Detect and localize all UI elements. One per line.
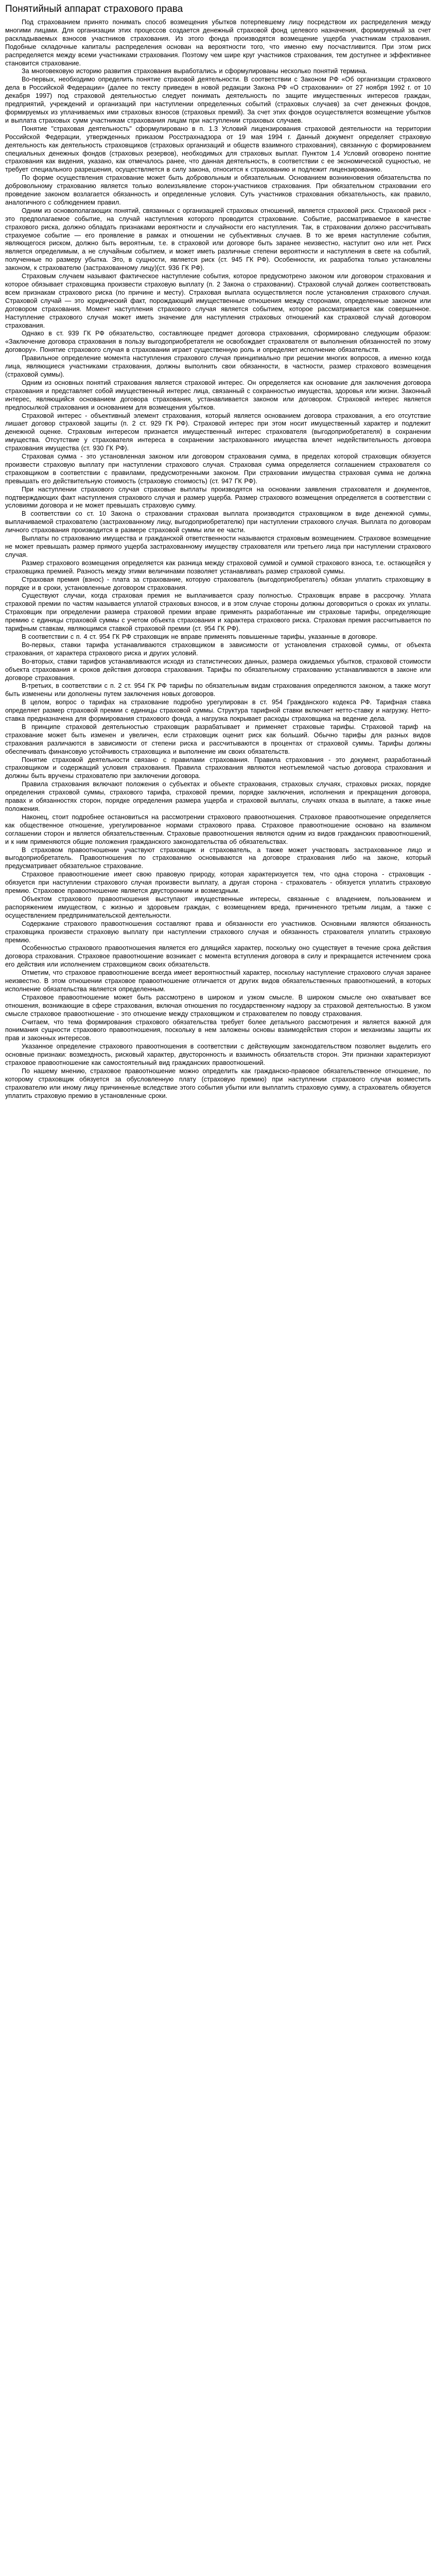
paragraph: Во-первых, ставки тарифа устанавливаются страховщиком в зависимости от установления страховой суммы, от объекта страхования, от характера страхового риска и других условий. bbox=[5, 641, 431, 657]
paragraph: Правила страхования включают положения о субъектах и объекте страхования, страховых случаях, страховых рисках, порядке определения страховой суммы, страхового тарифа, страховой премии, порядке заключения, исполнения и прекращения договора, правах и обязанностях сторон, порядке определения размера ущерба и страховой выплаты, случаях отказа в выплате, а также иные положения. bbox=[5, 781, 431, 812]
paragraph: Понятие страховой деятельности связано с правилами страхования. Правила страхования - это документ, разработанный страховщиком и содержащий условия страхования. Правила страхования являются неотъемлемой частью договора страхования и должны быть вручены страхователю при заключении договора. bbox=[5, 756, 431, 780]
paragraph: Выплаты по страхованию имущества и гражданской ответственности называются страховым возмещением. Страховое возмещение не может превышать размер прямого ущерба застрахованному имуществу страхователя или третьего лица при наступлении страхового случая. bbox=[5, 535, 431, 558]
paragraph: Одним из основных понятий страхования является страховой интерес. Он определяется как основание для заключения договора страхования и представляет собой имущественный интерес лица, связанный с сохранностью имущества, здоровья или жизни. Законный интерес, являющийся основанием договора страхования, устанавливается законом или договором. Страховой интерес является предпосылкой страхования и основанием для возмещения убытков. bbox=[5, 379, 431, 411]
document-body bbox=[5, 19, 431, 1100]
paragraph: В-третьих, в соответствии с п. 2 ст. 954 ГК РФ тарифы по обязательным видам страхования определяются законом, а также могут быть изменены или дополнены путем заключения новых договоров. bbox=[5, 682, 431, 698]
paragraph: Страховой интерес - объективный элемент страхования, который является основанием договора страхования, а его отсутствие лишает договор страховой защиты (п. 2 ст. 929 ГК РФ). Страховой интерес при этом носит имущественный характер и подлежит денежной оценке. Страховым интересом признается имущественный интерес страхователя (выгодоприобретателя) в сохранении имущества. Отсутствие у страхователя интереса в сохранении застрахованного имущества влечет недействительность договора страхования имущества (ст. 930 ГК РФ). bbox=[5, 412, 431, 452]
paragraph: Страховая сумма - это установленная законом или договором страхования сумма, в пределах которой страховщик обязуется произвести страховую выплату при наступлении страхового случая. Страховая сумма определяется соглашением страхователя со страховщиком в соответствии с правилами, предусмотренными законом. При страховании имущества страховая сумма не должна превышать его действительную стоимость (страховую стоимость) (ст. 947 ГК РФ). bbox=[5, 453, 431, 485]
document-title: Понятийный аппарат страхового права bbox=[5, 4, 183, 14]
paragraph: Содержание страхового правоотношения составляют права и обязанности его участников. Основными являются обязанность страховщика произвести страховую выплату при наступлении страхового случая и обязанность страхователя уплатить страховую премию. bbox=[5, 920, 431, 944]
paragraph: Одним из основополагающих понятий, связанных с организацией страховых отношений, является страховой риск. Страховой риск - это предполагаемое событие, на случай наступления которого проводится страхование. Событие, рассматриваемое в качестве страхового риска, должно обладать признаками вероятности и случайности его наступления. Так, в страховании должно рассчитывать страхуемое событие — его проявление в рамках и отношении не субъективных случаев. В то же время наступление события, являющегося риском, должно быть вероятным, т.е. в страховой или договоре быть заранее неизвестно, наступит оно или нет. Риск является определимым, а не случайным событием, и может иметь различные степени вероятности и наступления в свете на событий, полученные по размеру убытка. Это, в сущности, является риск (ст. 945 ГК РФ). Особенности, их разработка только установлены законом, к страхователю (застрахованному лицу)(ст. 936 ГК РФ). bbox=[5, 207, 431, 272]
paragraph: Однако в ст. 939 ГК РФ обязательство, составляющее предмет договора страхования, сформировано следующим образом: «Заключение договора страхования в пользу выгодоприобретателя не освобождает страхователя от выполнения обязанностей по этому договору». Понятие страхового случая в страховании играет существенную роль и определяет исполнение обязательств. bbox=[5, 330, 431, 354]
paragraph: Наконец, стоит подробнее остановиться на рассмотрении страхового правоотношения. Страховое правоотношение определяется как общественное отношение, урегулированное нормами страхового права. Страховое правоотношение основано на взаимном соглашении сторон и является обязательственным. Страховые правоотношения являются одним из видов гражданских правоотношений, и к ним применяются общие положения гражданского законодательства об обязательствах. bbox=[5, 813, 431, 845]
paragraph: Страховое правоотношение имеет свою правовую природу, которая характеризуется тем, что одна сторона - страховщик - обязуется при наступлении страхового случая произвести выплату, а другая сторона - страхователь - обязуется уплатить страховую премию. Страховое правоотношение является двусторонним и возмездным. bbox=[5, 871, 431, 895]
paragraph: Страховое правоотношение может быть рассмотрено в широком и узком смысле. В широком смысле оно охватывает все отношения, возникающие в сфере страхования, включая отношения по государственному надзору за страховой деятельностью. В узком смысле страховое правоотношение - это отношение между страховщиком и страхователем по поводу страхования. bbox=[5, 993, 431, 1018]
paragraph: Под страхованием принято понимать способ возмещения убытков потерпевшему лицу посредством их распределения между многими лицами. Для организации этих процессов создается денежный страховой фонд целевого назначения, формируемый за счет раскладываемых взносов участников страхования. Из этого фонда производятся возмещение ущерба участникам страхования. Подобные складочные капиталы распределения основан на вероятности того, что именно ему посчастливится. При этом риск распределяется между всеми участниками страхования. Поэтому чем шире круг участников страхования, тем доступнее и эффективнее становится страхование. bbox=[5, 19, 431, 67]
paragraph: Отметим, что страховое правоотношение всегда имеет вероятностный характер, поскольку наступление страхового случая заранее неизвестно. В этом отношении страховое правоотношение отличается от других видов обязательственных правоотношений, в которых исполнение обязательства является определенным. bbox=[5, 969, 431, 993]
paragraph: За многовековую историю развития страхования выработались и сформулированы несколько понятий термина. bbox=[22, 67, 368, 75]
paragraph: Страховым случаем называют фактическое наступление события, которое предусмотрено законом или договором страхования и которое обязывает страховщика произвести страховую выплату (п. 2 Закона о страховании). Страховой случай должен соответствовать всем признакам страхового риска (по причине и месту). Страховая выплата осуществляется после установления страхового случая. Страховой случай — это юридический факт, порождающий имущественные отношения между сторонами, определенные законом или договором страхования. Момент наступления страхового случая является событием, которое рассматривается как совершенное. Наступление страхового случая может иметь значение для наступления страховых отношений как страховой случай договором страхования. bbox=[5, 273, 431, 329]
paragraph: Размер страхового возмещения определяется как разница между страховой суммой и суммой страхового взноса, т.е. остающейся у страховщика премией. Разность между этими величинами позволяет устанавливать размер страховой суммы. bbox=[5, 559, 431, 575]
paragraph: В соответствии со ст. 10 Закона о страховании страховая выплата производится страховщиком в виде денежной суммы, выплачиваемой страхователю (застрахованному лицу, выгодоприобретателю) при наступлении страхового случая. Выплата по договорам личного страхования производится в размере страховой суммы или ее части. bbox=[5, 510, 431, 534]
paragraph: Считаем, что тема формирования страхового обязательства требует более детального рассмотрения и является важной для понимания сущности страхового правоотношения, поскольку в нем заложены основы взаимодействия сторон и механизмы защиты их прав и законных интересов. bbox=[5, 1018, 431, 1042]
paragraph: Правильное определение момента наступления страхового случая принципиально при решении многих вопросов, а именно когда лица, являющиеся участниками страхования, должны выполнить свои обязанности, в частности, размер страхового возмещения (страховой суммы). bbox=[5, 354, 431, 378]
paragraph: В принципе страховой деятельностью страховщик разрабатывает и применяет страховые тарифы. Страховой тариф на страхование может быть изменен и увеличен, если страховщик оценит риск как больший. Обычно тарифы для разных видов страхования различаются в зависимости от степени риска и рассчитываются в процентах от страховой суммы. Тарифы должны обеспечивать финансовую устойчивость страховщика и выполнение им своих обязательств. bbox=[5, 723, 431, 755]
paragraph: Указанное определение страхового правоотношения в соответствии с действующим законодательством позволяет выделить его основные признаки: возмездность, рисковый характер, двусторонность и взаимность обязательств сторон. Эти признаки характеризуют страховое правоотношение как самостоятельный вид гражданских правоотношений. bbox=[5, 1043, 431, 1067]
paragraph: Особенностью страхового правоотношения является его длящийся характер, поскольку оно существует в течение срока действия договора страхования. Страховое правоотношение возникает с момента вступления договора в силу и прекращается истечением срока его действия или исполнением страховщиком своих обязательств. bbox=[5, 944, 431, 969]
paragraph: Во-вторых, ставки тарифов устанавливаются исходя из статистических данных, размера ожидаемых убытков, страховой стоимости объекта страхования и сроков действия договора страхования. Тарифы по обязательному страхованию устанавливаются в законе или договоре страхования. bbox=[5, 657, 431, 682]
paragraph: Объектом страхового правоотношения выступают имущественные интересы, связанные с владением, пользованием и распоряжением имуществом, с жизнью и здоровьем граждан, с возмещением вреда, причиненного третьим лицам, а также с осуществлением предпринимательской деятельности. bbox=[5, 895, 431, 919]
paragraph: В целом, вопрос о тарифах на страхование подробно урегулирован в ст. 954 Гражданского кодекса РФ. Тарифная ставка определяет размер страховой премии с единицы страховой суммы. Структура тарифной ставки включает нетто-ставку и нагрузку. Нетто-ставка предназначена для формирования страхового фонда, а нагрузка покрывает расходы страховщика на ведение дела. bbox=[5, 699, 431, 723]
paragraph: В соответствии с п. 4 ст. 954 ГК РФ страховщик не вправе применять повышенные тарифы, указанные в договоре. bbox=[22, 633, 378, 640]
paragraph: По форме осуществления страхование может быть добровольным и обязательным. Основанием возникновения обязательства по добровольному страхованию является только волеизъявление сторон-участников страхования. При обязательном страховании его проведение законом возлагается обязанность и определенные условия. Суть участников страхования обязательность, как правило, аналогичного с соблюдением правил. bbox=[5, 174, 431, 206]
paragraph: При наступлении страхового случая страховые выплаты производятся на основании заявления страхователя и документов, подтверждающих факт наступления страхового случая и размер ущерба. Размер страхового возмещения определяется в соответствии с условиями договора и не может превышать страховую сумму. bbox=[5, 485, 431, 510]
paragraph: В страховом правоотношении участвуют страховщик и страхователь, а также может участвовать застрахованное лицо и выгодоприобретатель. Правоотношения по страхованию основываются на договоре страхования либо на законе, который предусматривает обязательное страхование. bbox=[5, 846, 431, 870]
paragraph: Понятие "страховая деятельность" сформулировано в п. 1.3 Условий лицензирования страховой деятельности на территории Российской Федерации, утвержденных приказом Росстрахнадзора от 19 мая 1994 г. Данный документ определяет страховую деятельность как деятельность страховщиков (страховых организаций и обществ взаимного страхования), связанную с формированием специальных денежных фондов (страховых резервов), необходимых для страховых выплат. Пунктом 1.4 Условий оговорено понятие страхования как видения, указано, как отмечалось ранее, что данная деятельность, в соответствии с ее экономической сущностью, не требует специального разрешения, осуществляется в силу закона, относится к страхованию и подлежит лицензированию. bbox=[5, 125, 431, 174]
paragraph: Существуют случаи, когда страховая премия не выплачивается сразу полностью. Страховщик вправе в рассрочку. Уплата страховой премии по частям называется уплатой страховых взносов, и в этом случае стороны должны договориться о сроках их уплаты. Страховщик при определении размера страховой премии вправе применять разработанные им страховые тарифы, определяющие премию с единицы страховой суммы с учетом объекта страхования и характера страхового риска. Страховая премия рассчитывается по тарифным ставкам, являющимся ставкой страховой премии (ст. 954 ГК РФ). bbox=[5, 592, 431, 633]
paragraph: Во-первых, необходимо определить понятие страховой деятельности. В соответствии с Законом РФ «Об организации страхового дела в Российской Федерации» (далее по тексту приведен в новой редакции Закона РФ «О страховании» от 27 ноября 1992 г. от 10 декабря 1997) под страховой деятельностью следует понимать деятельность по защите имущественных интересов граждан, предприятий, учреждений и организаций при наступлении определенных событий (страховых случаев) за счет денежных фондов, формируемых из уплачиваемых ими страховых взносов (страховых премий). За счет этих фондов осуществляется возмещение убытков и выплата страховых сумм участникам страхования лицам при наступлении страховых случаев. bbox=[5, 76, 431, 124]
paragraph: По нашему мнению, страховое правоотношение можно определить как гражданско-правовое обязательственное отношение, по которому страховщик обязуется за обусловленную плату (страховую премию) при наступлении страхового случая возместить страхователю или иному лицу причиненные вследствие этого события убытки или выплатить страховую сумму, а страхователь обязуется уплатить страховую премию в установленные сроки. bbox=[5, 1067, 431, 1099]
paragraph: Страховая премия (взнос) - плата за страхование, которую страхователь (выгодоприобретатель) обязан уплатить страховщику в порядке и в сроки, установленные договором страхования. bbox=[5, 575, 431, 591]
